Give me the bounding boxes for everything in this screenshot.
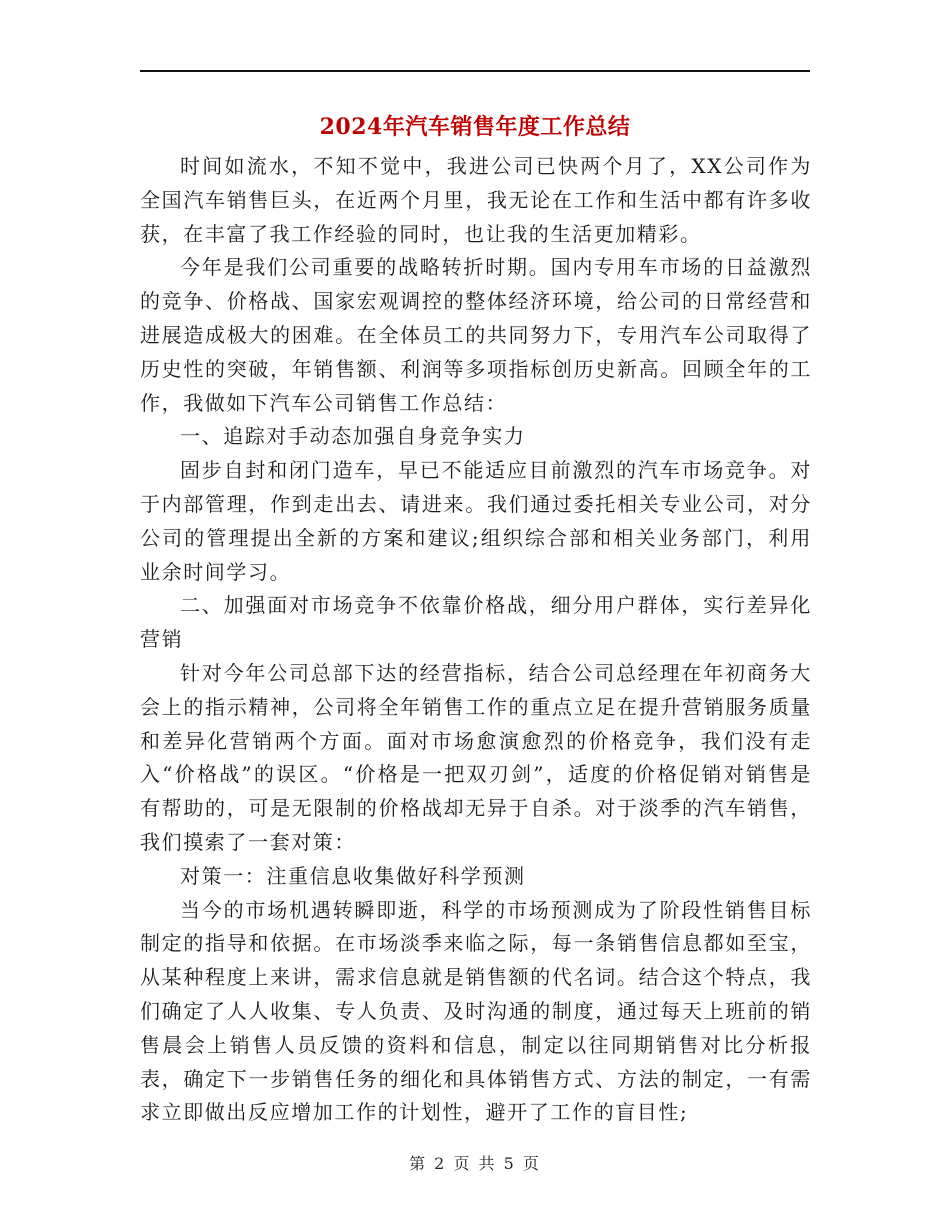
paragraph-intro: 时间如流水，不知不觉中，我进公司已快两个月了，XX公司作为全国汽车销售巨头，在近两个月里，我无论在工作和生活中都有许多收获，在丰富了我工作经验的同时，也让我的生活更加精彩。: [140, 154, 812, 246]
paragraph-overview: 今年是我们公司重要的战略转折时期。国内专用车市场的日益激烈的竞争、价格战、国家宏观调控的整体经济环境，给公司的日常经营和进展造成极大的困难。在全体员工的共同努力下，专用汽车公司取得了历史性的突破，年销售额、利润等多项指标创历史新高。回顾全年的工作，我做如下汽车公司销售工作总结：: [140, 255, 812, 415]
page-number-footer: 第 2 页 共 5 页: [409, 1154, 541, 1173]
heading-strategy-1: 对策一：注重信息收集做好科学预测: [180, 863, 526, 888]
heading-section-1: 一、追踪对手动态加强自身竞争实力: [180, 424, 526, 449]
header-rule: [140, 70, 810, 72]
paragraph-section-1: 固步自封和闭门造车，早已不能适应目前激烈的汽车市场竞争。对于内部管理，作到走出去、请进来。我们通过委托相关专业公司，对分公司的管理提出全新的方案和建议;组织综合部和相关业务部门，利用业余时间学习。: [140, 458, 812, 584]
paragraph-strategy-1: 当今的市场机遇转瞬即逝，科学的市场预测成为了阶段性销售目标制定的指导和依据。在市场淡季来临之际，每一条销售信息都如至宝，从某种程度上来讲，需求信息就是销售额的代名词。结合这个特点，我们确定了人人收集、专人负责、及时沟通的制度，通过每天上班前的销售晨会上销售人员反馈的资料和信息，制定以往同期销售对比分析报表，确定下一步销售任务的细化和具体销售方式、方法的制定，一有需求立即做出反应增加工作的计划性，避开了工作的盲目性;: [140, 897, 812, 1125]
document-title: 2024年汽车销售年度工作总结: [319, 114, 631, 140]
document-body: [140, 150, 812, 1130]
paragraph-section-2: 针对今年公司总部下达的经营指标，结合公司总经理在年初商务大会上的指示精神，公司将全年销售工作的重点立足在提升营销服务质量和差异化营销两个方面。面对市场愈演愈烈的价格竞争，我们没有走入“价格战”的误区。“价格是一把双刃剑”，适度的价格促销对销售是有帮助的，可是无限制的价格战却无异于自杀。对于淡季的汽车销售，我们摸索了一套对策：: [140, 660, 812, 854]
heading-section-2: 二、加强面对市场竞争不依靠价格战，细分用户群体，实行差异化营销: [140, 593, 812, 652]
